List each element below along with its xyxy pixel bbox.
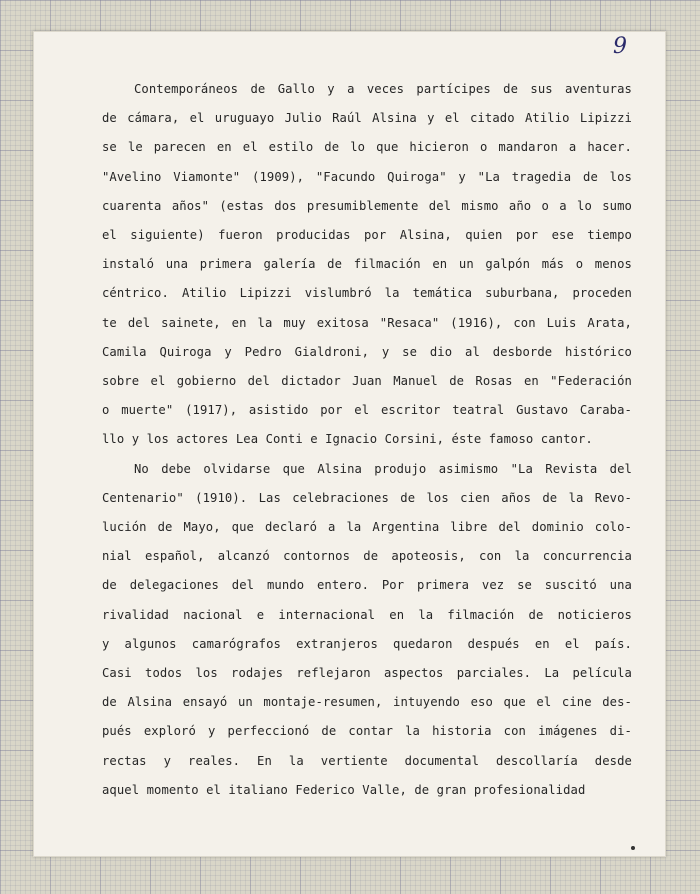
text-line: sobre el gobierno del dictador Juan Manuel de Rosas en "Federación [102,374,632,389]
text-line: rectas y reales. En la vertiente documental descollaría desde [102,753,632,768]
text-line: Camila Quiroga y Pedro Gialdroni, y se dio al desborde histórico [102,344,632,359]
text-line: Casi todos los rodajes reflejaron aspectos parciales. La película [102,666,632,681]
text-line: te del sainete, en la muy exitosa "Resaca" (1916), con Luis Arata, [102,315,632,330]
text-line: céntrico. Atilio Lipizzi vislumbró la temática suburbana, proceden [102,286,632,301]
text-line: Contemporáneos de Gallo y a veces partícipes de sus aventuras [134,82,632,96]
text-line: y algunos camarógrafos extranjeros quedaron después en el país. [102,636,632,651]
text-line: de delegaciones del mundo entero. Por primera vez se suscitó una [102,578,632,593]
text-line: o muerte" (1917), asistido por el escritor teatral Gustavo Caraba- [102,403,632,418]
ink-dot [631,846,635,850]
text-line: cuarenta años" (estas dos presumiblemente del mismo año o a lo sumo [102,198,632,213]
text-line: se le parecen en el estilo de lo que hicieron o mandaron a hacer. [102,140,632,155]
paragraph-2 [102,455,632,805]
text-line: nial español, alcanzó contornos de apoteosis, con la concurrencia [102,549,632,564]
text-line: pués exploró y perfeccionó de contar la historia con imágenes di- [102,724,632,739]
text-line: aquel momento el italiano Federico Valle, de gran profesionalidad [102,782,586,797]
body-text [102,75,632,805]
text-line: el siguiente) fueron producidas por Alsina, quien por ese tiempo [102,228,632,243]
text-line: lución de Mayo, que declaró a la Argentina libre del dominio colo- [102,520,632,535]
paragraph-1 [102,75,632,455]
text-line: instaló una primera galería de filmación en un galpón más o menos [102,257,632,272]
text-line: llo y los actores Lea Conti e Ignacio Corsini, éste famoso cantor. [102,432,593,447]
text-line: "Avelino Viamonte" (1909), "Facundo Quiroga" y "La tragedia de los [102,169,632,184]
text-line: Centenario" (1910). Las celebraciones de los cien años de la Revo- [102,490,632,505]
text-line: No debe olvidarse que Alsina produjo asimismo "La Revista del [134,461,632,476]
typewritten-page [33,31,666,857]
text-line: de cámara, el uruguayo Julio Raúl Alsina y el citado Atilio Lipizzi [102,111,632,126]
page-number: 9 [613,34,627,59]
text-line: de Alsina ensayó un montaje-resumen, intuyendo eso que el cine des- [102,695,632,710]
text-line: rivalidad nacional e internacional en la filmación de noticieros [102,607,632,622]
